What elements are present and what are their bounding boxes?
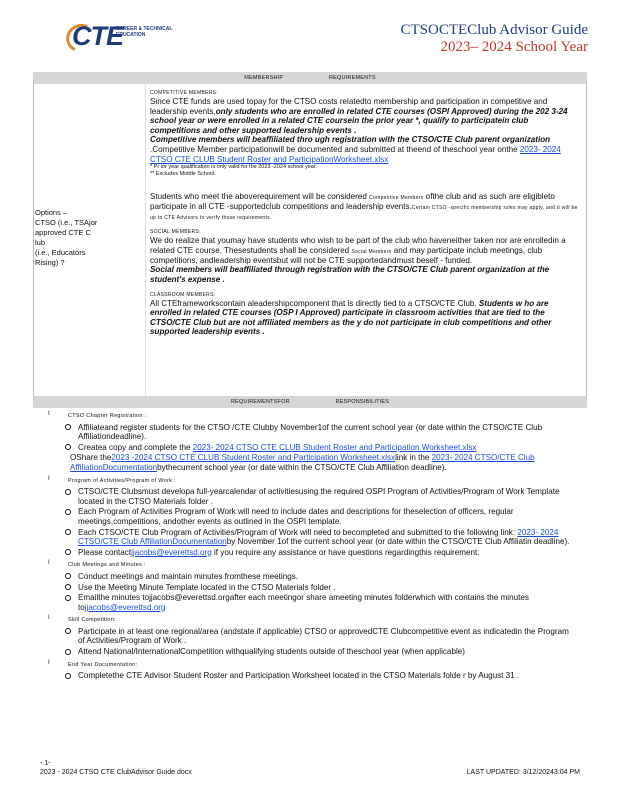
- competitive-affiliation: Competitive members will beaffiliated thro ugh registration with the CTSO/CTE Club parent organization .Competitive Member participationwill be documented and submitted at theend of theschool year onthe 2023- 2024 CTSO CTE CLUB Student Roster and ParticipationWorksheet.xlsx: [150, 135, 561, 164]
- title-line-2: 2023– 2024 School Year: [440, 39, 588, 55]
- bullet-circle-icon: [65, 595, 71, 601]
- bullet-circle-icon: [65, 673, 71, 679]
- roster-worksheet-link[interactable]: 2023- 2024 CTSO CTE CLUB Student Roster and ParticipationWorksheet.xlsx: [150, 144, 561, 164]
- table-border-right: [586, 81, 587, 396]
- membership-content: [150, 90, 580, 337]
- section-program: I Program of Activities/Program of Work :: [48, 475, 176, 484]
- bullet-circle-icon: [65, 509, 71, 515]
- bullet-circle-icon: [65, 573, 71, 579]
- social-heading: SOCIAL MEMBERS:: [150, 229, 201, 236]
- title-line-1: CTSOCTEClub Advisor Guide: [400, 22, 588, 38]
- bullet-circle-icon: [65, 529, 71, 535]
- cte-logo: [72, 20, 192, 56]
- classroom-heading: CLASSROOM MEMBERS:: [150, 291, 216, 298]
- bullet-circle-icon: [65, 424, 71, 430]
- logo-subtitle: CAREER & TECHNICAL EDUCATION: [116, 26, 173, 38]
- list-item: Conduct meetings and maintain minutes fromthese meetings.: [40, 572, 580, 582]
- list-item: CTSO/CTE Clubsmust developa full-yearcalendar of activitiesusing the required OSPI Program of Activities/Program of Work Template located in the CTSO Materials folder .: [40, 487, 580, 506]
- list-item: OShare the2023 -2024 CTSO CTE CLUB Student Roster and Participation Worksheet.xlsxlink in the 2023- 2024 CTSO/CTE Club AffiliationDocumentationbythecurrent school year (or date within the CTSO/CTE Club Affiliation deadline).: [70, 453, 535, 472]
- affiliation-doc-link[interactable]: 2023- 2024 CTSO/CTE Club AffiliationDocumentation: [70, 453, 535, 472]
- list-item: Attend National/InternationalCompetition withqualifying students outside of theschool year (when applicable): [40, 647, 580, 657]
- social-affiliation: Social members will beaffiliated through registration with the CTSO/CTE Club parent organization at the student's expense .: [150, 265, 550, 284]
- band-label-left: MEMBERSHIP: [244, 75, 284, 81]
- list-item: Completethe CTE Advisor Student Roster and Participation Worksheet located in the CTSO Materials folde r by August 31 .: [40, 671, 580, 681]
- contact-email-link[interactable]: jjacobs@everettsd.org: [131, 547, 212, 557]
- list-item: Emailthe minutes tojjacobs@everettsd.orgafter each meetingor share ameeting minutes folderwhich with contains the minutes tojjacobs@everettsd.org: [40, 593, 580, 612]
- band2-label-left: REQUIREMENTSFOR: [230, 399, 290, 405]
- band2-label-right: RESPONSIBILITIES: [335, 399, 390, 405]
- social-paragraph: We do realize that youmay have students who wish to be part of the club who haveneither taken nor are enrolledin a related CTE course. Thesestudents shall be considered Social Members and may participate inclub meetings, club competitions, andleadership eventsbut will not be CTE supportedandmust beself - funded.: [150, 236, 566, 265]
- document-filename: 2023 - 2024 CTSO CTE ClubAdvisor Guide.docx: [40, 769, 192, 776]
- footnote-middle-school: ** Excludes Middle School.: [150, 171, 216, 178]
- list-item: Please contactjjacobs@everettsd.org if you require any assistance or have questions regardingthis requirement.: [40, 548, 580, 558]
- list-item: Use the Meeting Minute Template located in the CTSO Materials folder .: [40, 583, 580, 593]
- minutes-email-link[interactable]: jjacobs@everettsd.org: [84, 602, 166, 612]
- responsibilities-list: [40, 408, 580, 681]
- list-item: Each Program of Activities Program of Work will need to include dates and descriptions for theselection of officers, regular meetings,competitions, andother events as outlined in the OSPI template.: [40, 507, 580, 526]
- table-border-left: [33, 81, 34, 396]
- roster-share-link[interactable]: 2023 -2024 CTSO CTE CLUB Student Roster and Participation Worksheet.xlsx: [111, 453, 396, 463]
- list-item: Each CTSO/CTE Club Program of Activities/Program of Work will need to becompleted and submitted to the following link: 2023- 2024 CTSO/CTE Club AffiliationDocumentationby November 1of the current school year (or date within the CTSO/CTE Club Affiliatin deadline).: [40, 528, 580, 547]
- affiliation-doc-link[interactable]: 2023- 2024 CTSO/CTE Club AffiliationDocumentation: [78, 527, 559, 547]
- classroom-paragraph: All CTEframeworkscontain aleadershipcomponent that is directly tied to a CTSO/CTE Club. Students w ho are enrolled in related CTE courses (OSP I Approved) participate in classroom activities that are tied to the CTSO/CTE Club but are not affiliated members as the y do not participate in club competitions and other supported leadership events .: [150, 298, 552, 337]
- list-item: Createa copy and complete the 2023- 2024 CTSO CTE CLUB Student Roster and Participation Worksheet.xlsx: [40, 443, 580, 453]
- responsibilities-band: [33, 396, 587, 408]
- bullet-circle-icon: [65, 649, 71, 655]
- table-divider: [145, 81, 146, 396]
- footnote-prior-year: * Pr ior year qualification is only valid for the 2023 -2024 school year.: [150, 164, 317, 171]
- document-title: [400, 22, 588, 56]
- competitive-paragraph: Since CTE funds are used topay for the CTSO costs relatedto membership and participation in competitive and leadership events,only students who are enrolled in related CTE courses (OSPI Approved) during the 202 3-24 school year or were enrolled in a related CTE coursein the prior year *, qualify to participatein club competitions and other supported leadership events .: [150, 97, 568, 135]
- roster-worksheet-link[interactable]: 2023- 2024 CTSO CTE CLUB Student Roster and Participation Worksheet.xlsx: [192, 442, 477, 452]
- section-skill: I Skill Competition:: [48, 615, 116, 624]
- options-label: Options – CTSO (i.e., TSAjor approved CTE C lub (i.e., Educators Rising) ?: [35, 208, 98, 267]
- list-item: Participate in at least one regional/area (andstate if applicable) CTSO or approvedCTE Clubcompetitive event as indicatedin the Program of Activities/Program of Work .: [40, 627, 580, 646]
- eligibility-paragraph: Students who meet the aboverequirement will be considered Competitive Members ofthe club and as such are eligibleto participate in all CTE -supportedclub competitions and leadership events.Certain CTSO -specific membership rules may apply, and it will be up to CTE Advisors to verify those requirements.: [150, 192, 578, 222]
- bullet-circle-icon: [65, 489, 71, 495]
- list-item: Affiliateand register students for the CTSO /CTE Clubby November1of the current school year (or date within the CTSO/CTE Club Affiliationdeadline).: [40, 423, 580, 442]
- page-header: [0, 0, 618, 66]
- logo-mark: CTE: [72, 21, 123, 51]
- last-updated: LAST UPDATED: 3/12/20243:04 PM: [466, 769, 580, 776]
- section-end-year: I End Year Documentation:: [48, 659, 138, 668]
- section-minutes: I Club Meetings and Minutes :: [48, 560, 146, 569]
- bullet-circle-icon: [65, 444, 71, 450]
- membership-requirements-band: [33, 72, 587, 84]
- bullet-circle-icon: [65, 549, 71, 555]
- page-number: - 1-: [40, 760, 51, 767]
- band-label-right: REQUIREMENTS: [329, 75, 376, 81]
- bullet-circle-icon: [65, 628, 71, 634]
- competitive-heading: COMPETITIVE MEMBERS:: [150, 90, 218, 96]
- bullet-circle-icon: [65, 584, 71, 590]
- section-registration: I CTSO Chapter Registration :: [48, 411, 147, 419]
